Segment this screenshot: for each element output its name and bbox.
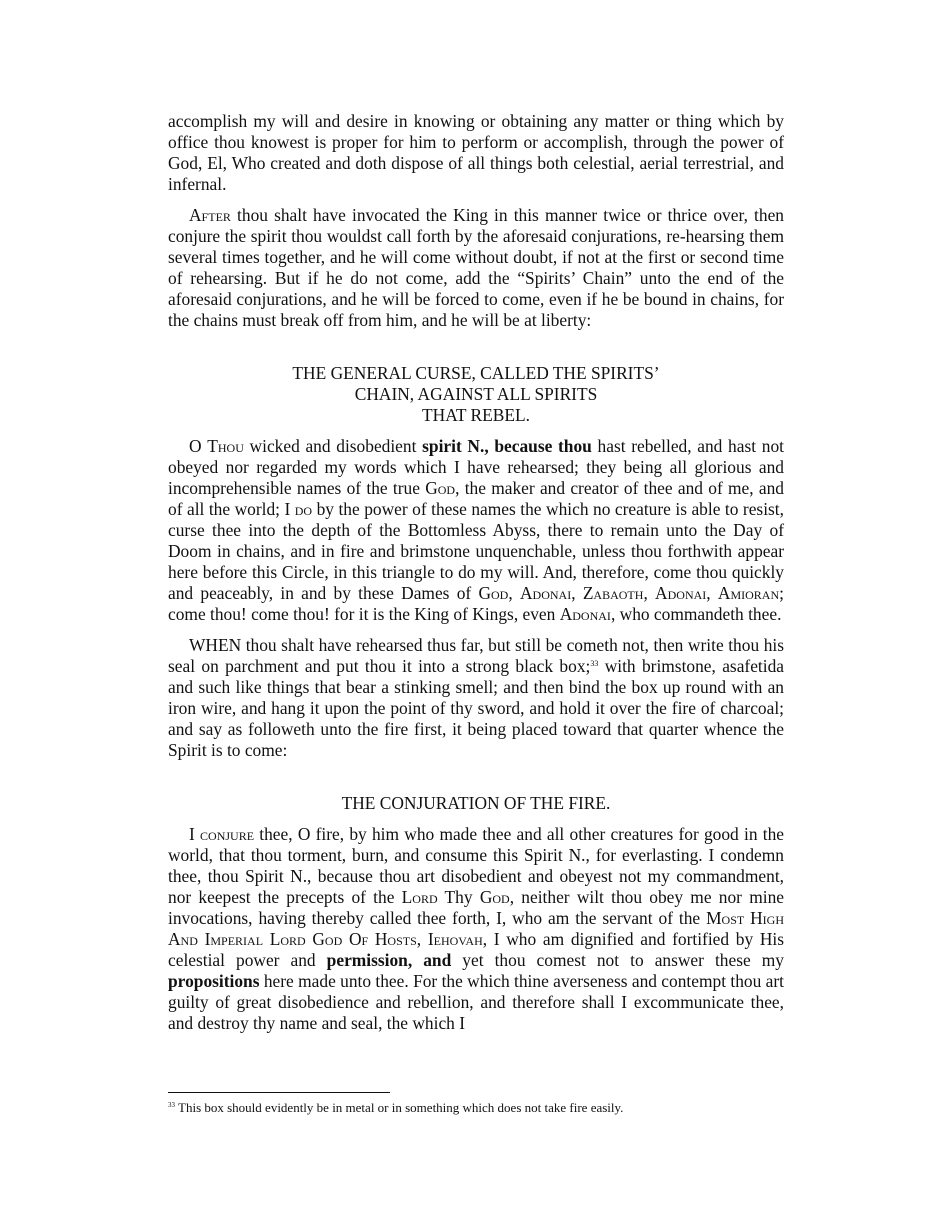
footnote-text: This box should evidently be in metal or in something which does not take fire easily. xyxy=(175,1100,624,1115)
heading-conjuration-of-fire-text: THE CONJURATION OF THE FIRE. xyxy=(341,793,611,813)
paragraph-5 xyxy=(168,824,784,1034)
p4-text-1: WHEN thou shalt have rehearsed thus far, but still be cometh not, then write thou his seal on parchment and put thou it into a strong black box; xyxy=(168,635,784,676)
p3-s9: by the power of these names the which no creature is able to resist, curse thee into the depth of the Bottomless Abyss, there to remain unto the Day of Doom in chains, and in fire and brimstone unquenchable, unless thou forthwith appear here before this Circle, in this triangle to do my will. And, therefore, come thou quickly and peaceably, in and by these Dames of xyxy=(168,499,784,603)
p3-s13: , xyxy=(571,583,583,603)
p3-s3: wicked and disobedient xyxy=(243,436,423,456)
p5-s2: conjure xyxy=(200,824,255,844)
footnote-divider xyxy=(168,1092,390,1093)
p3-s5: hast rebelled, and hast not obeyed nor regarded my words which I have rehearsed; they being all glorious and incomprehensible names of the true xyxy=(168,436,784,498)
heading-general-curse-line-3: THAT REBEL. xyxy=(422,405,530,425)
p3-s2: Thou xyxy=(207,436,244,456)
p3-s11: , xyxy=(508,583,520,603)
paragraph-4 xyxy=(168,635,784,761)
paragraph-3 xyxy=(168,436,784,625)
heading-general-curse-line-2: CHAIN, AGAINST ALL SPIRITS xyxy=(354,384,598,404)
p3-s14: Zabaoth xyxy=(582,583,644,603)
p3-s12: Adonai xyxy=(519,583,572,603)
p3-s10: God xyxy=(478,583,509,603)
heading-conjuration-of-fire xyxy=(168,793,784,814)
p3-s1: O xyxy=(189,436,208,456)
p4-text-2: with brimstone, asafetida and such like things that bear a stinking smell; and then bind the box up round with an iron wire, and hang it upon the point of thy sword, and hold it over the fire of charcoal; and say as followeth unto the fire first, it being placed toward that quarter whence the Spirit is to come: xyxy=(168,656,785,760)
p5-s12: permission, and xyxy=(326,950,452,970)
p5-s9: , xyxy=(416,929,428,949)
p3-s17: , xyxy=(706,583,718,603)
paragraph-2 xyxy=(168,205,784,331)
p5-s15: here made unto thee. For the which thine averseness and contempt thou art guilty of great disobedience and rebellion, and therefore shall I excommunicate thee, and destroy thy name and seal, the which I xyxy=(168,971,784,1033)
p5-s7: , neither wilt thou obey me nor mine invocations, having thereby called thee forth, I, who am the servant of the xyxy=(168,887,784,928)
footnote-reference: 33 xyxy=(590,659,599,668)
p3-s4: spirit N., because thou xyxy=(422,436,592,456)
p5-s5: Thy xyxy=(437,887,480,907)
p3-s6: God xyxy=(425,478,456,498)
p3-s20: Adonai xyxy=(559,604,611,624)
heading-general-curse xyxy=(168,363,784,426)
p5-s14: propositions xyxy=(168,971,260,991)
p5-s13: yet thou comest not to answer these my xyxy=(451,950,784,970)
paragraph-2-text: thou shalt have invocated the King in this manner twice or thrice over, then conjure the spirit thou wouldst call forth by the aforesaid conjurations, re-hearsing them several times together, and he will come without doubt, if not at the first or second time of rehearsing. But if he do not come, add the “Spirits’ Chain” unto the end of the aforesaid conjurations, and he will be forced to come, even if he be bound in chains, for the chains must break off from him, and he will be at liberty: xyxy=(168,205,784,330)
p3-s18: Amioran xyxy=(717,583,780,603)
paragraph-1-text: accomplish my will and desire in knowing or obtaining any matter or thing which by office thou knowest is proper for him to perform or accomplish, through the power of God, El, Who created and doth dispose of all things both celestial, aerial terrestrial, and infernal. xyxy=(168,111,784,194)
p3-s21: , who commandeth thee. xyxy=(610,604,782,624)
p5-s6: God xyxy=(479,887,510,907)
p5-s3: thee, O fire, by him who made thee and all other creatures for good in the world, that thou torment, burn, and consume this Spirit N., for everlasting. I condemn thee, thou Spirit N., because thou art disobedient and obeyest not my commandment, nor keepest the precepts of the xyxy=(168,824,784,907)
page-body xyxy=(168,111,784,1034)
footnote-number: 33 xyxy=(168,1101,175,1109)
p3-s7: , the maker and creator of thee and of me, and of all the world; I xyxy=(168,478,784,519)
p5-s11: , I who am dignified and fortified by His celestial power and xyxy=(168,929,784,970)
p5-s8: Most High And Imperial Lord God Of Hosts xyxy=(168,908,784,949)
heading-general-curse-line-1: THE GENERAL CURSE, CALLED THE SPIRITS’ xyxy=(292,363,660,383)
footnote xyxy=(168,1099,784,1116)
p3-s15: , xyxy=(643,583,656,603)
paragraph-2-lead: After xyxy=(189,205,231,225)
p3-s19: ; come thou! come thou! for it is the King of Kings, even xyxy=(168,583,784,624)
p5-s4: Lord xyxy=(401,887,438,907)
p5-s1: I xyxy=(189,824,201,844)
paragraph-1 xyxy=(168,111,784,195)
p5-s10: Iehovah xyxy=(427,929,483,949)
p3-s16: Adonai xyxy=(655,583,707,603)
p3-s8: do xyxy=(294,499,313,519)
